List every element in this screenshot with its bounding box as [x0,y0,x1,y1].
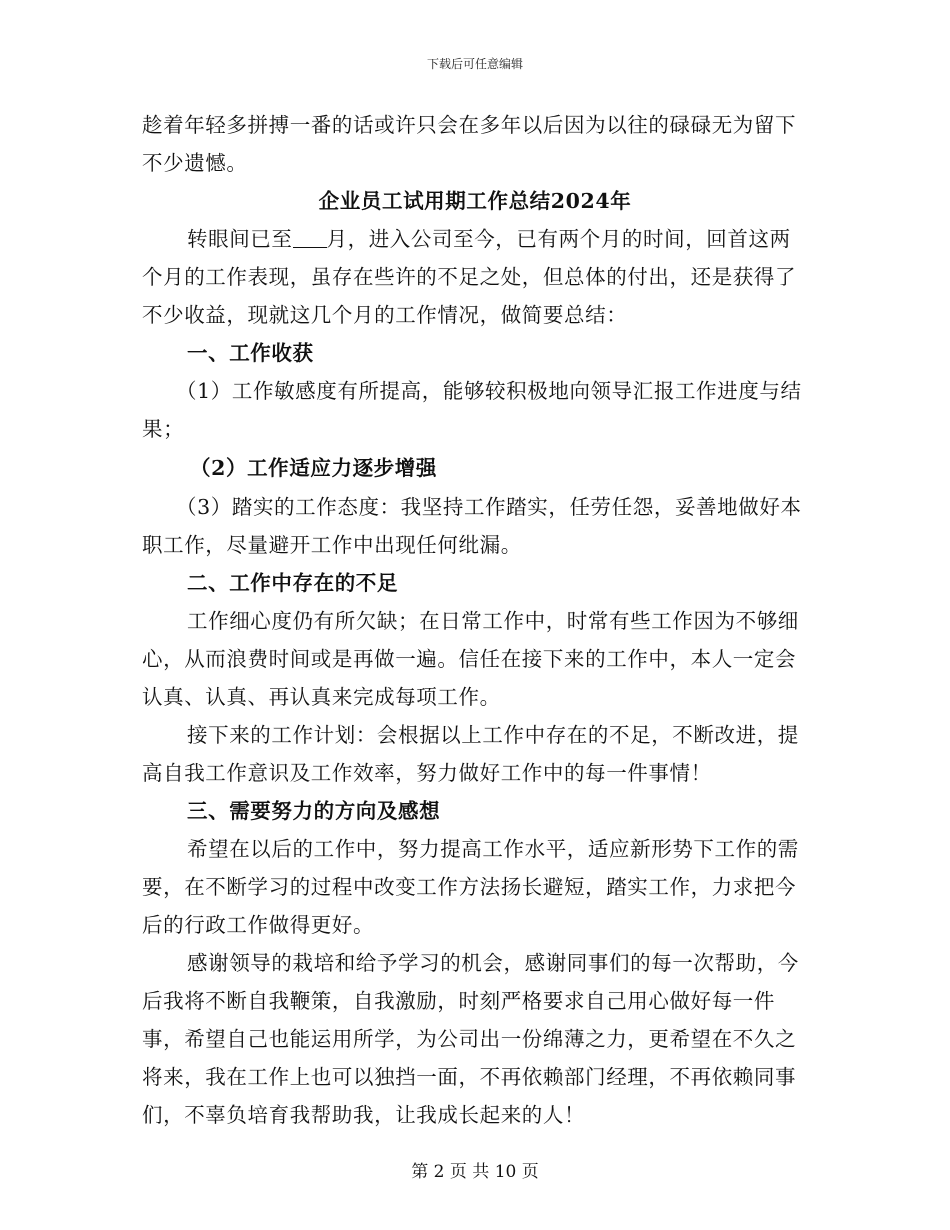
paragraph-plan: 接下来的工作计划：会根据以上工作中存在的不足，不断改进，提高自我工作意识及工作效率，努力做好工作中的每一件事情！ [142,723,799,785]
document-body [142,106,808,1134]
paragraph-thanks: 感谢领导的栽培和给予学习的机会，感谢同事们的每一次帮助，今后我将不断自我鞭策，自我激励，时刻严格要求自己用心做好每一件事，希望自己也能运用所学，为公司出一份绵薄之力，更希望在不久之将来，我在工作上也可以独挡一面，不再依赖部门经理，不再依赖同事们，不辜负培育我帮助我，让我成长起来的人！ [142,951,799,1127]
section-heading-3: 三、需要努力的方向及感想 [187,799,441,823]
list-item-3: （3）踏实的工作态度：我坚持工作踏实，任劳任怨，妥善地做好本职工作，尽量避开工作中出现任何纰漏。 [142,495,802,557]
paragraph-direction: 希望在以后的工作中，努力提高工作水平，适应新形势下工作的需要，在不断学习的过程中改变工作方法扬长避短，踏实工作，力求把今后的行政工作做得更好。 [142,837,799,937]
page-header: 下载后可任意编辑 [426,57,523,71]
section-heading-2: 二、工作中存在的不足 [187,571,398,595]
intro-text-start: 转眼间已至 [187,227,293,251]
page-footer: 第 2 页 共 10 页 [411,1162,539,1182]
section-heading-1: 一、工作收获 [187,341,314,365]
paragraph-continuation: 趁着年轻多拼搏一番的话或许只会在多年以后因为以往的碌碌无为留下不少遗憾。 [142,113,797,175]
document-title: 企业员工试用期工作总结2024年 [318,189,632,213]
paragraph-intro [142,220,808,334]
fill-blank [293,227,327,248]
intro-text-rest: 月，进入公司至今，已有两个月的时间，回首这两个月的工作表现，虽存在些许的不足之处，但总体的付出，还是获得了不少收益，现就这几个月的工作情况，做简要总结： [142,227,797,327]
list-item-2: （2）工作适应力逐步增强 [190,456,437,480]
paragraph-shortcomings: 工作细心度仍有所欠缺；在日常工作中，时常有些工作因为不够细心，从而浪费时间或是再做一遍。信任在接下来的工作中，本人一定会认真、认真、再认真来完成每项工作。 [142,609,799,709]
list-item-1: （1）工作敏感度有所提高，能够较积极地向领导汇报工作进度与结果； [142,379,802,441]
